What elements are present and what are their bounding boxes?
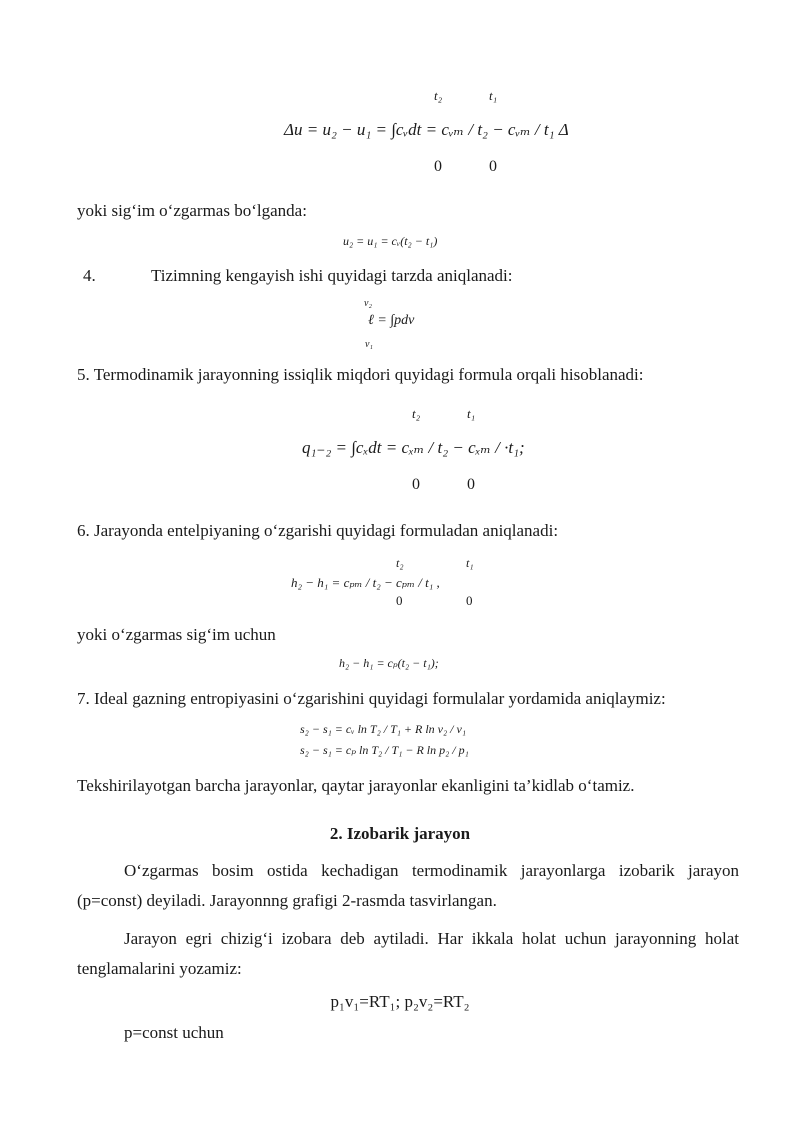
eq1-lower-left: 0 xyxy=(434,158,442,175)
eq4-formula: q₁₋₂ = ∫cₓdt = cₓₘ / t₂ − cₓₘ / ·t₁; xyxy=(302,438,525,457)
paragraph-state-equations: Jarayon egri chizig‘i izobara deb aytiladi. Har ikkala holat uchun jarayonning holat tenglamalarini yozamiz: xyxy=(77,929,739,978)
constant-heat-line: yoki o‘zgarmas sig‘im uchun xyxy=(77,625,276,644)
eq5-formula: h₂ − h₁ = cₚₘ / t₂ − cₚₘ / t₁ , xyxy=(291,575,440,590)
eq4-lower-left: 0 xyxy=(412,476,420,493)
eq4-lower-right: 0 xyxy=(467,476,475,493)
item6-text: 6. Jarayonda entelpiyaning o‘zgarishi quyidagi formuladan aniqlanadi: xyxy=(77,521,559,540)
eq5-upper-t1: t₁ xyxy=(466,556,474,570)
paragraph-isobaric-definition: O‘zgarmas bosim ostida kechadigan termodinamik jarayonlarga izobarik jarayon (p=const) deyiladi. Jarayonnng grafigi 2-rasmda tasvirlangan. xyxy=(77,861,739,910)
eq1-upper-t2: t₂ xyxy=(434,88,443,103)
eq3-upper-limit: v₂ xyxy=(364,298,372,309)
item7-text: 7. Ideal gazning entropiyasini o‘zgarishini quyidagi formulalar yordamida aniqlaymiz: xyxy=(77,689,666,708)
eq7a-formula: s₂ − s₁ = cᵥ ln T₂ / T₁ + R ln v₂ / v₁ xyxy=(300,722,467,736)
eq5-lower-left: 0 xyxy=(396,593,403,608)
eq5-lower-right: 0 xyxy=(466,593,473,608)
eq1-formula: Δu = u₂ − u₁ = ∫cᵥdt = cᵥₘ / t₂ − cᵥₘ / t₁ Δ xyxy=(284,120,569,139)
eq1-lower-right: 0 xyxy=(489,158,497,175)
item4-text: Tizimning kengayish ishi quyidagi tarzda aniqlanadi: xyxy=(151,266,513,285)
reversible-note: Tekshirilayotgan barcha jarayonlar, qaytar jarayonlar ekanligini ta’kidlab o‘tamiz. xyxy=(77,776,635,795)
eq6-formula: h₂ − h₁ = cₚ(t₂ − t₁); xyxy=(339,656,439,670)
eq3-lower-limit: v₁ xyxy=(365,339,373,350)
constant-volume-line: yoki sig‘im o‘zgarmas bo‘lganda: xyxy=(77,201,307,220)
section-heading: 2. Izobarik jarayon xyxy=(329,824,471,843)
eq7b-formula: s₂ − s₁ = cₚ ln T₂ / T₁ − R ln p₂ / p₁ xyxy=(300,743,469,757)
eq4-upper-t1: t₁ xyxy=(467,406,476,421)
eq8-formula: p₁v₁=RT₁; p₂v₂=RT₂ xyxy=(330,992,470,1011)
p-const-line: p=const uchun xyxy=(124,1023,224,1042)
item4-number: 4. xyxy=(83,266,96,285)
eq3-formula: ℓ = ∫pdv xyxy=(368,313,415,328)
item5-text: 5. Termodinamik jarayonning issiqlik miqdori quyidagi formula orqali hisoblanadi: xyxy=(77,365,644,384)
eq2-formula: u₂ = u₁ = cᵥ(t₂ − t₁) xyxy=(343,234,438,248)
eq5-upper-t2: t₂ xyxy=(396,556,404,570)
eq4-upper-t2: t₂ xyxy=(412,406,421,421)
eq1-upper-t1: t₁ xyxy=(489,88,498,103)
